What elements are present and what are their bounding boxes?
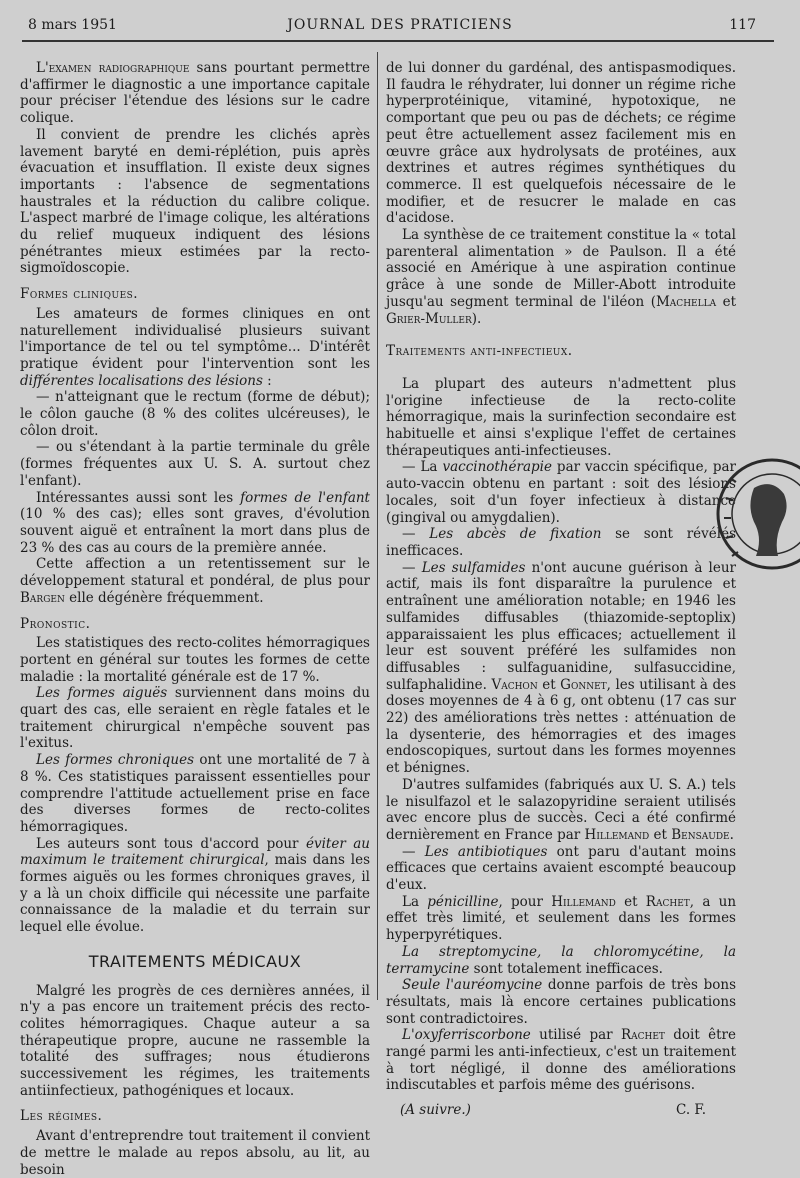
- paragraph: — n'atteignant que le rectum (forme de début); le côlon gauche (8 % des colites ulcéreuses), le côlon droit.: [20, 389, 370, 439]
- section-heading-formes: Formes cliniques.: [20, 286, 139, 303]
- paragraph: Les amateurs de formes cliniques en ont naturellement individualisé plusieurs suivant l'importance de tel ou tel symptôme... D'intérêt pratique évident pour l'intervention sont les différentes localisations des lésions :: [20, 305, 370, 389]
- header-journal-title: JOURNAL DES PRATICIENS: [287, 17, 513, 33]
- author-initials: C. F.: [676, 1102, 706, 1119]
- lead-in: L'examen radiographique: [36, 60, 190, 76]
- header-rule: [22, 40, 774, 42]
- paragraph: La synthèse de ce traitement constitue la « total parenteral alimentation » de Paulson. Il a été associé en Amérique à une aspiration continue grâce à une sonde de Miller-Abott introduite jusqu'au segment terminal de l'iléon (Machella et Grier-Muller).: [386, 227, 736, 327]
- paragraph: — Les abcès de fixation se sont révélés inefficaces.: [386, 526, 736, 559]
- paragraph: L'examen radiographique sans pourtant permettre d'affirmer le diagnostic a une importance capitale pour préciser l'étendue des lésions sur le cadre colique.: [20, 60, 370, 127]
- paragraph: Seule l'auréomycine donne parfois de très bons résultats, mais là encore certaines publications sont contradictoires.: [386, 977, 736, 1027]
- section-heading-regimes: Les régimes.: [20, 1108, 103, 1125]
- to-be-continued: (A suivre.): [400, 1102, 471, 1119]
- paragraph: — ou s'étendant à la partie terminale du grêle (formes fréquentes aux U. S. A. surtout chez l'enfant).: [20, 439, 370, 489]
- paragraph: Les formes aiguës surviennent dans moins du quart des cas, elle seraient en règle fatales et le traitement chirurgical n'empêche souvent pas l'exitus.: [20, 685, 370, 752]
- right-column: [386, 60, 736, 1119]
- paragraph: Les auteurs sont tous d'accord pour éviter au maximum le traitement chirurgical, mais dans les formes aiguës ou les formes chroniques graves, il y a là un choix difficile qui nécessite une parfaite connaissance de la maladie et du terrain sur lequel elle évolue.: [20, 835, 371, 936]
- paragraph: D'autres sulfamides (fabriqués aux U. S. A.) tels le nisulfazol et le salazopyridine seraient utilisés avec encore plus de succès. Ceci a été confirmé dernièrement en France par Hillemand et Bensaude.: [386, 776, 736, 843]
- section-heading-anti-infectieux: Traitements anti-infectieux.: [386, 343, 573, 360]
- paragraph: Cette affection a un retentissement sur le développement statural et pondéral, de plus pour Bargen elle dégénère fréquemment.: [20, 556, 370, 606]
- paragraph: Avant d'entreprendre tout traitement il convient de mettre le malade au repos absolu, au lit, au besoin: [20, 1128, 370, 1178]
- paragraph: La streptomycine, la chloromycétine, la terramycine sont totalement inefficaces.: [386, 943, 736, 977]
- paragraph: de lui donner du gardénal, des antispasmodiques. Il faudra le réhydrater, lui donner un régime riche hyperprotéinique, vitaminé, hypotoxique, ne comportant que peu ou pas de déchets; ce régime peut être actuellement assez facilement mis en œuvre grâce aux hydrolysats de protéines, aux dextrines et autres régimes synthétiques du commerce. Il est quelquefois nécessaire de le modifier, et de resucrer le malade en cas d'acidose.: [386, 60, 736, 227]
- paragraph: Il convient de prendre les clichés après lavement baryté en demi-réplétion, puis après évacuation et insufflation. Il existe deux signes importants : l'absence de segmentations haustrales et la réduction du calibre colique. L'aspect marbré de l'image colique, les altérations du relief muqueux indiquent des lésions pénétrantes mieux estimées par la recto-sigmoïdoscopie.: [20, 126, 370, 277]
- paragraph: Les formes chroniques ont une mortalité de 7 à 8 %. Ces statistiques paraissent essentielles pour comprendre l'attitude actuellement prise en face des diverses formes de recto-colites hémorragiques.: [20, 752, 370, 835]
- library-stamp-icon: [710, 448, 800, 580]
- header-page-number: 117: [729, 17, 756, 33]
- section-heading-traitements-medicaux: TRAITEMENTS MÉDICAUX: [88, 951, 302, 971]
- article-footer: [386, 1102, 736, 1119]
- section-heading-pronostic: Pronostic.: [20, 615, 91, 632]
- paragraph: — La vaccinothérapie par vaccin spécifique, par auto-vaccin obtenu en partant : soit des lésions locales, soit d'un foyer infectieux à distance (gingival ou amygdalien).: [386, 459, 736, 526]
- paragraph: Malgré les progrès de ces dernières années, il n'y a pas encore un traitement précis des recto-colites hémorragiques. Chaque auteur a sa thérapeutique propre, aucune ne rassemble la totalité des suffrages; nous étudierons successivement les régimes, les traitements antiinfectieux, pathogéniques et locaux.: [20, 982, 370, 1099]
- left-column: [20, 60, 370, 1178]
- paragraph: Les statistiques des recto-colites hémorragiques portent en général sur toutes les formes de cette maladie : la mortalité générale est de 17 %.: [20, 635, 370, 685]
- column-divider: [377, 52, 378, 1000]
- paragraph: — Les antibiotiques ont paru d'autant moins efficaces que certains avaient escompté beaucoup d'eux.: [386, 843, 736, 894]
- paragraph: Intéressantes aussi sont les formes de l'enfant (10 % des cas); elles sont graves, d'évolution souvent aiguë et entraînent la mort dans plus de 23 % des cas au cours de la première année.: [20, 489, 370, 556]
- paragraph: L'oxyferriscorbone utilisé par Rachet doit être rangé parmi les anti-infectieux, c'est un traitement à tort négligé, il donne des améliorations indiscutables et parfois même des guérisons.: [386, 1027, 736, 1094]
- paragraph: La pénicilline, pour Hillemand et Rachet, a un effet très limité, et seulement dans les formes hyperpyrétiques.: [386, 893, 737, 944]
- paragraph: La plupart des auteurs n'admettent plus l'origine infectieuse de la recto-colite hémorragique, mais la surinfection secondaire est habituelle et ainsi s'explique l'effet de certaines thérapeutiques anti-infectieuses.: [386, 375, 736, 459]
- header-date: 8 mars 1951: [28, 17, 117, 33]
- paragraph: — Les sulfamides n'ont aucune guérison à leur actif, mais ils font disparaître la purulence et entraînent une amélioration notable; en 1946 les sulfamides diffusables (thiazomide-septoplix) apparaissaient les plus efficaces; actuellement il leur est souvent préféré les sulfamides non diffusables : sulfaguanidine, sulfasuccidine, sulfaphalidine. Vachon et Gonnet, les utilisant à des doses moyennes de 4 à 6 g, ont obtenu (17 cas sur 22) des améliorations très nettes : atténuation de la dysenterie, des hémorragies et des images endoscopiques, surtout dans les formes moyennes et bénignes.: [386, 559, 737, 777]
